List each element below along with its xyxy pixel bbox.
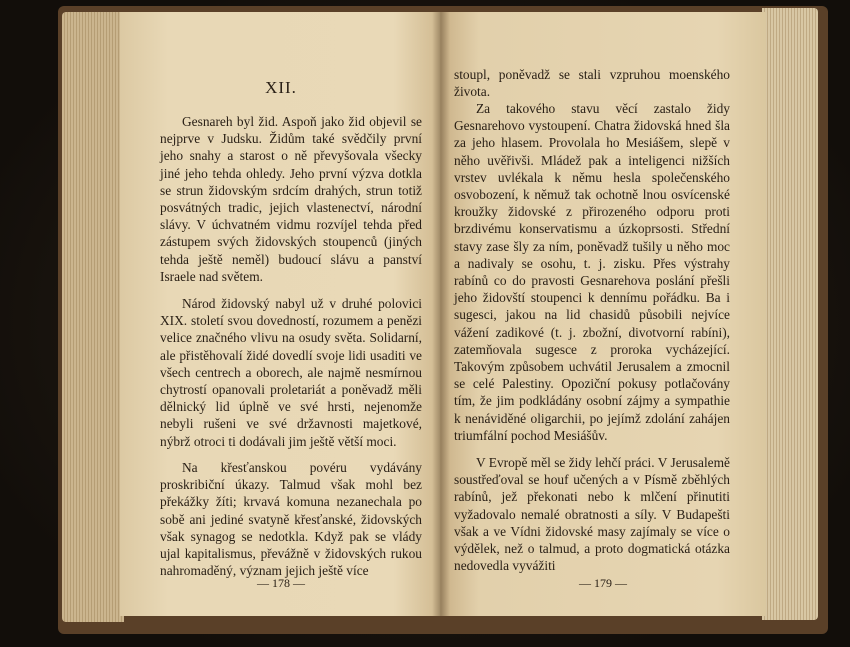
right-page (440, 12, 766, 616)
page-edges-left (62, 12, 124, 622)
book-gutter (432, 12, 450, 616)
page-number: — 178 — (257, 576, 305, 590)
paragraph: V Evropě měl se židy lehčí práci. V Jerusalemě soustřeďoval se houf učených a v Písmě zběhlých rabínů, jež překonati nebo k mlčení přinutiti vyžadovalo nemalé obratnosti a síly. V Budapešti však a ve Vídni židovské masy zajímaly se více o výdělek, než o talmud, a proto dogmatická otázka nedovedla vyvážiti (454, 455, 730, 574)
left-page (120, 12, 442, 616)
paragraph: Za takového stavu věcí zastalo židy Gesnarehovo vystoupení. Chatra židovská hned šla za jeho hlasem. Provolala ho Mesiášem, slepě v něho uvěřivši. Mládež pak a inteligenci nižších vrstev uvlékala k němu hesla společenského osvobození, k němuž tak ochotně lnou osvícenské kroužky židovské z přirozeného odporu proti brzdivému konservatismu a úzkoprsosti. Střední stavy zase šly za ním, poněvadž tušily u něho moc a nadivaly se osohu, t. j. zisku. Přes výstrahy rabínů co do pravosti Gesnarehova poslání přešli jeho židovští stoupenci k dennímu pořádku. Ba i sugesci, jakou na lid chasidů působili nejvíce vážení zadikové (t. j. zbožní, divotvorní rabíni), zatemňovala sugesce z proroka vycházející. Takovým způsobem uchvátil Jerusalem a zmocnil se celé Palestiny. Opoziční pokusy potlačovány tím, že jim podkládány osobní zájmy a sympathie k nenáviděné oligarchii, po jejímž zdolání zahájen triumfální pochod Mesiášův. (454, 101, 730, 443)
paragraph: Gesnareh byl žid. Aspoň jako žid objevil se nejprve v Judsku. Židům také svědčily první jeho snahy a starost o ně převyšovala všecky jiné jeho tehda ohledy. Jeho první výzva dotkla se strun židovským srdcím drahých, strun totiž posvátných tradic, jejich vlastenectví, národní slávy. V úchvatném vidmu rozvíjel tehda před zástupem svých židovských stoupenců (jiných tehda ještě neměl) budoucí slávu a panství Israele nad světem. (160, 114, 422, 284)
paragraph: Na křesťanskou povéru vydávány proskribiční úkazy. Talmud však mohl bez překážky žíti; krvavá komuna nezanechala po sobě ani jediné svatyně křesťanské, židovských však synagog se nedotkla. Když pak se vlády ujal kapitalismus, převážně v židovských rukou nahromaděný, význam jejich ještě více (160, 460, 422, 579)
paragraph: Národ židovský nabyl už v druhé polovici XIX. století svou dovedností, rozumem a penězi velice značného vlivu na osudy světa. Solidarní, ale přistěhovalí židé dovedlí svoje lidi usaditi ve všech centrech a oborech, ale najmě nesmírnou chytrostí opanovali proletariát a poněvadž měli dělnický lid úplně ve své hrsti, nejenomže nebyli rušeni ve své državnosti majetkové, nýbrž otroci ti dodávali jim ještě větší moci. (160, 296, 422, 449)
paragraph: stoupl, poněvadž se stali vzpruhou moenského života. (454, 67, 730, 100)
page-number: — 179 — (579, 576, 627, 590)
page-edges-right (762, 8, 818, 620)
chapter-heading: XII. (265, 78, 297, 97)
